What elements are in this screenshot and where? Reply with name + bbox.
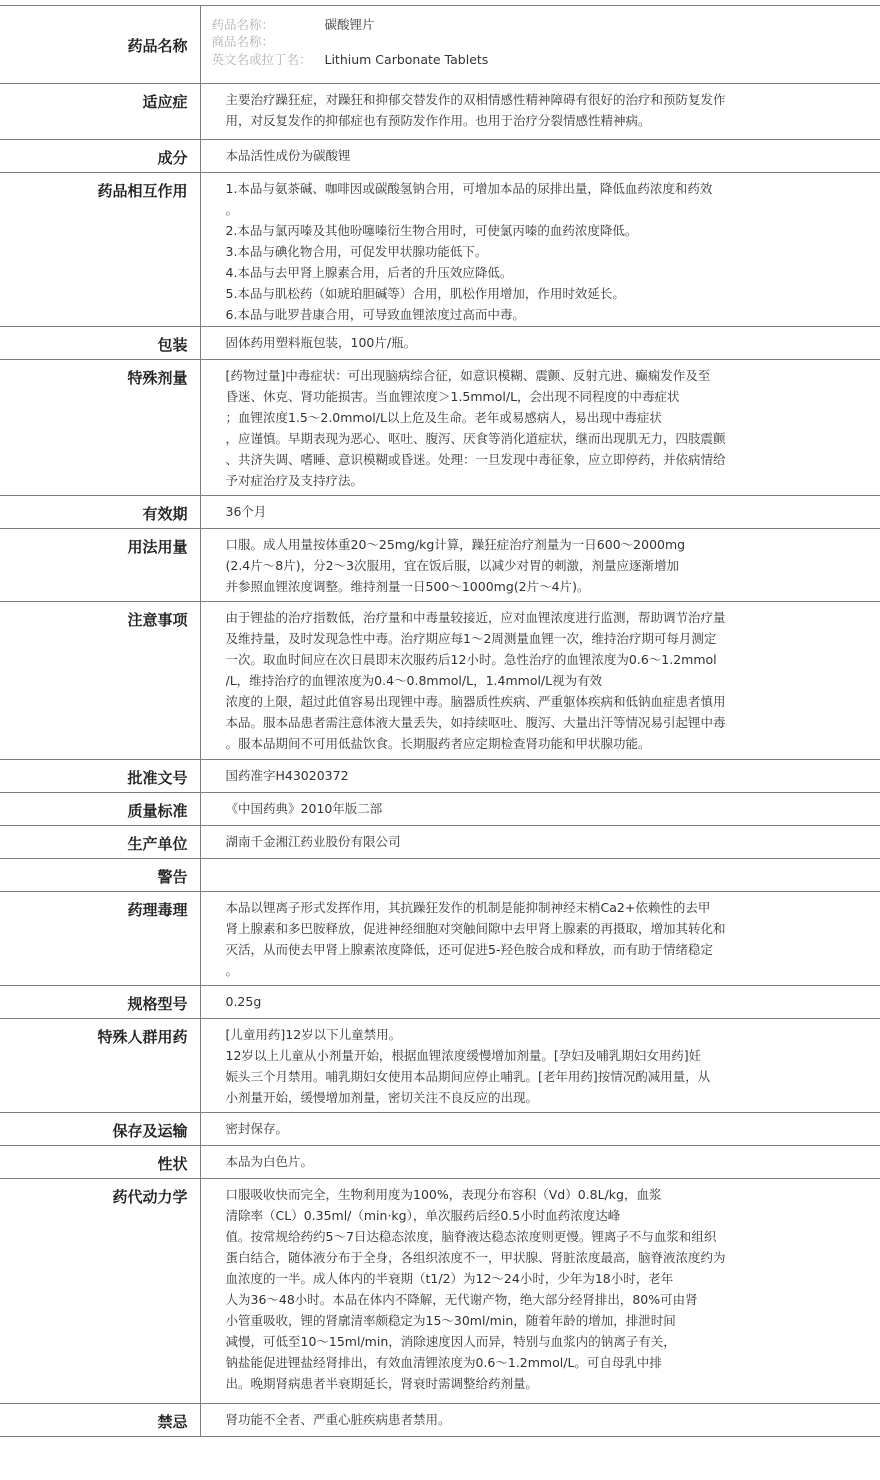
row-label: 成分 <box>157 149 188 167</box>
row-pharmacology <box>0 892 880 986</box>
generic-name-key: 药品名称： <box>211 17 275 32</box>
text-line: 国药准字H43020372 <box>225 768 349 783</box>
row-label: 药理毒理 <box>127 901 188 919</box>
text-line: 肾功能不全者、严重心脏疾病患者禁用。 <box>225 1412 451 1427</box>
row-value-cell <box>200 760 880 793</box>
text-line: 减慢，可低至10～15ml/min，消除速度因人而异，特别与血浆内的钠离子有关， <box>225 1334 676 1349</box>
text-line: 12岁以上儿童从小剂量开始，根据血锂浓度缓慢增加剂量。[孕妇及哺乳期妇女用药]妊 <box>225 1048 702 1063</box>
row-shelf-life <box>0 496 880 529</box>
row-label-cell <box>0 496 200 529</box>
row-storage <box>0 1113 880 1146</box>
text-line: [儿童用药]12岁以下儿童禁用。 <box>225 1027 402 1042</box>
row-label: 特殊剂量 <box>127 369 188 387</box>
row-value-cell <box>200 859 880 892</box>
row-label-cell <box>0 327 200 360</box>
text-line: 予对症治疗及支持疗法。 <box>225 473 364 488</box>
row-indications <box>0 84 880 140</box>
text-line: 由于锂盐的治疗指数低，治疗量和中毒量较接近，应对血锂浓度进行监测，帮助调节治疗量 <box>225 610 726 625</box>
text-line: 钠盐能促进锂盐经肾排出，有效血清锂浓度为0.6～1.2mmol/L。可自母乳中排 <box>225 1355 662 1370</box>
text-line: 《中国药典》2010年版二部 <box>225 801 383 816</box>
row-label-cell <box>0 1113 200 1146</box>
text-line: 1.本品与氨茶碱、咖啡因或碳酸氢钠合用，可增加本品的尿排出量，降低血药浓度和药效 <box>225 181 713 196</box>
row-warning <box>0 859 880 892</box>
text-line: 2.本品与氯丙嗪及其他吩噻嗪衍生物合用时，可使氯丙嗪的血药浓度降低。 <box>225 223 638 238</box>
text-line: 值。按常规给药约5～7日达稳态浓度，脑脊液达稳态浓度则更慢。锂离子不与血浆和组织 <box>225 1229 717 1244</box>
row-label: 有效期 <box>142 505 188 523</box>
text-line: 小剂量开始，缓慢增加剂量，密切关注不良反应的出现。 <box>225 1090 539 1105</box>
text-line: 3.本品与碘化物合用，可促发甲状腺功能低下。 <box>225 244 488 259</box>
text-line: 湖南千金湘江药业股份有限公司 <box>225 834 401 849</box>
english-name-key: 英文名或拉丁名： <box>211 51 312 67</box>
row-appearance <box>0 1146 880 1179</box>
text-line: 蛋白结合，随体液分布于全身，各组织浓度不一，甲状腺、肾脏浓度最高，脑脊液浓度约为 <box>225 1250 726 1265</box>
text-line: 肾上腺素和多巴胺释放，促进神经细胞对突触间隙中去甲肾上腺素的再摄取，增加其转化和 <box>225 921 726 936</box>
trade-name-key: 商品名称： <box>211 34 275 50</box>
row-label-cell <box>0 793 200 826</box>
text-line: 本品以锂离子形式发挥作用，其抗躁狂发作的机制是能抑制神经末梢Ca2+依赖性的去甲 <box>225 900 711 915</box>
english-name-line <box>212 51 880 68</box>
row-value-cell <box>200 793 880 826</box>
row-value-cell <box>200 140 880 173</box>
text-line: 36个月 <box>225 504 267 519</box>
row-value-cell <box>200 1113 880 1146</box>
row-label: 药品相互作用 <box>97 182 188 200</box>
row-dosage <box>0 529 880 602</box>
row-value-cell <box>200 529 880 602</box>
row-label: 规格型号 <box>127 995 188 1013</box>
text-line: 用，对反复发作的抑郁症也有预防发作作用。也用于治疗分裂情感性精神病。 <box>225 113 651 128</box>
text-line: 小管重吸收，锂的肾廓清率颇稳定为15～30ml/min，随着年龄的增加，排泄时间 <box>225 1313 676 1328</box>
row-interactions <box>0 173 880 327</box>
row-overdose <box>0 360 880 496</box>
row-approval <box>0 760 880 793</box>
drug-info-sheet <box>0 5 880 1437</box>
text-line: 6.本品与吡罗昔康合用，可导致血锂浓度过高而中毒。 <box>225 307 525 322</box>
row-value-cell <box>200 602 880 760</box>
text-line: 。服本品期间不可用低盐饮食。长期服药者应定期检查肾功能和甲状腺功能。 <box>225 736 651 751</box>
text-line: 主要治疗躁狂症，对躁狂和抑郁交替发作的双相情感性精神障碍有很好的治疗和预防复发作 <box>225 92 726 107</box>
text-line: 灭活，从而使去甲肾上腺素浓度降低，还可促进5-羟色胺合成和释放，而有助于情绪稳定 <box>225 942 713 957</box>
text-line: ；血锂浓度1.5～2.0mmol/L以上危及生命。老年或易感病人，易出现中毒症状 <box>225 410 662 425</box>
row-value-cell <box>200 496 880 529</box>
text-line: 、共济失调、嗜睡、意识模糊或昏迷。处理：一旦发现中毒征象，应立即停药，并依病情给 <box>225 452 726 467</box>
row-label-cell <box>0 1179 200 1404</box>
row-special-groups <box>0 1019 880 1113</box>
text-line: 及维持量，及时发现急性中毒。治疗期应每1～2周测量血锂一次，维持治疗期可每月测定 <box>225 631 717 646</box>
row-packaging <box>0 327 880 360</box>
row-label-cell <box>0 892 200 986</box>
row-label-cell <box>0 1146 200 1179</box>
row-label-cell <box>0 6 200 84</box>
trade-name-line <box>212 33 880 50</box>
row-label-cell <box>0 760 200 793</box>
row-value-cell <box>200 84 880 140</box>
row-label-cell <box>0 1019 200 1113</box>
row-spec <box>0 986 880 1019</box>
text-line: 固体药用塑料瓶包装，100片/瓶。 <box>225 335 417 350</box>
row-contraindications <box>0 1404 880 1437</box>
row-value-cell <box>200 1146 880 1179</box>
text-line: 本品为白色片。 <box>225 1154 314 1169</box>
text-line: [药物过量]中毒症状：可出现脑病综合征，如意识模糊、震颤、反射亢进、癫痫发作及至 <box>225 368 711 383</box>
text-line: 本品。服本品患者需注意体液大量丢失，如持续呕吐、腹泻、大量出汗等情况易引起锂中毒 <box>225 715 726 730</box>
text-line: 。 <box>225 963 239 978</box>
row-value-cell <box>200 1179 880 1404</box>
text-line: 密封保存。 <box>225 1121 289 1136</box>
row-label: 禁忌 <box>157 1413 188 1431</box>
text-line: 口服吸收快而完全，生物利用度为100%，表现分布容积（Vd）0.8L/kg，血浆 <box>225 1187 662 1202</box>
text-line: 本品活性成份为碳酸锂 <box>225 148 351 163</box>
english-name-value: Lithium Carbonate Tablets <box>324 51 489 67</box>
row-label: 用法用量 <box>127 538 188 556</box>
row-value-cell <box>200 892 880 986</box>
row-label-cell <box>0 1404 200 1437</box>
text-line: 一次。取血时间应在次日晨即末次服药后12小时。急性治疗的血锂浓度为0.6～1.2mmol <box>225 652 717 667</box>
row-precautions <box>0 602 880 760</box>
row-drug-name <box>0 6 880 84</box>
text-line: 5.本品与肌松药（如琥珀胆碱等）合用，肌松作用增加，作用时效延长。 <box>225 286 625 301</box>
row-label-cell <box>0 602 200 760</box>
row-label: 药代动力学 <box>112 1188 188 1206</box>
row-pharmacokinetics <box>0 1179 880 1404</box>
row-label: 特殊人群用药 <box>97 1028 188 1046</box>
text-line: (2.4片～8片)，分2～3次服用，宜在饭后服，以减少对胃的刺激，剂量应逐渐增加 <box>225 558 679 573</box>
row-label-cell <box>0 360 200 496</box>
row-label-cell <box>0 826 200 859</box>
row-value-cell <box>200 1019 880 1113</box>
generic-name-line <box>212 16 880 33</box>
row-label: 警告 <box>157 868 188 886</box>
text-line: 娠头三个月禁用。哺乳期妇女使用本品期间应停止哺乳。[老年用药]按情况酌减用量，从 <box>225 1069 711 1084</box>
row-label: 适应症 <box>142 93 188 111</box>
row-label: 药品名称 <box>127 37 188 55</box>
text-line: 浓度的上限，超过此值容易出现锂中毒。脑器质性疾病、严重躯体疾病和低钠血症患者慎用 <box>225 694 726 709</box>
text-line: 。 <box>225 202 239 217</box>
text-line: 人为36～48小时。本品在体内不降解，无代谢产物，绝大部分经肾排出，80%可由肾 <box>225 1292 698 1307</box>
row-label-cell <box>0 173 200 327</box>
row-label: 性状 <box>157 1155 188 1173</box>
row-value-cell <box>200 986 880 1019</box>
drug-info-table <box>0 5 880 1437</box>
text-line: 并参照血锂浓度调整。维持剂量一日500～1000mg(2片～4片)。 <box>225 579 590 594</box>
row-label: 包装 <box>157 336 188 354</box>
row-label: 保存及运输 <box>112 1122 188 1140</box>
row-manufacturer <box>0 826 880 859</box>
text-line: 4.本品与去甲肾上腺素合用，后者的升压效应降低。 <box>225 265 513 280</box>
row-label-cell <box>0 986 200 1019</box>
row-value-cell <box>200 173 880 327</box>
text-line: 血浓度的一半。成人体内的半衰期（t1/2）为12～24小时，少年为18小时，老年 <box>225 1271 674 1286</box>
text-line: 昏迷、休克、肾功能损害。当血锂浓度＞1.5mmol/L，会出现不同程度的中毒症状 <box>225 389 680 404</box>
row-value-cell <box>200 6 880 84</box>
row-standard <box>0 793 880 826</box>
text-line: ，应谨慎。早期表现为恶心、呕吐、腹泻、厌食等消化道症状，继而出现肌无力，四肢震颤 <box>225 431 726 446</box>
generic-name-value: 碳酸锂片 <box>324 17 375 32</box>
row-label-cell <box>0 84 200 140</box>
row-value-cell <box>200 327 880 360</box>
text-line: 清除率（CL）0.35ml/（min·kg），单次服药后经0.5小时血药浓度达峰 <box>225 1208 621 1223</box>
text-line: 口服。成人用量按体重20～25mg/kg计算，躁狂症治疗剂量为一日600～2000mg <box>225 537 686 552</box>
row-label: 批准文号 <box>127 769 188 787</box>
row-value-cell <box>200 826 880 859</box>
text-line: 0.25g <box>225 994 262 1009</box>
row-label-cell <box>0 529 200 602</box>
row-label: 生产单位 <box>127 835 188 853</box>
row-label-cell <box>0 140 200 173</box>
row-label: 注意事项 <box>127 611 188 629</box>
row-value-cell <box>200 1404 880 1437</box>
row-value-cell <box>200 360 880 496</box>
row-label-cell <box>0 859 200 892</box>
row-label: 质量标准 <box>127 802 188 820</box>
text-line: /L，维持治疗的血锂浓度为0.4～0.8mmol/L，1.4mmol/L视为有效 <box>225 673 603 688</box>
text-line: 出。晚期肾病患者半衰期延长，肾衰时需调整给药剂量。 <box>225 1376 539 1391</box>
row-ingredients <box>0 140 880 173</box>
